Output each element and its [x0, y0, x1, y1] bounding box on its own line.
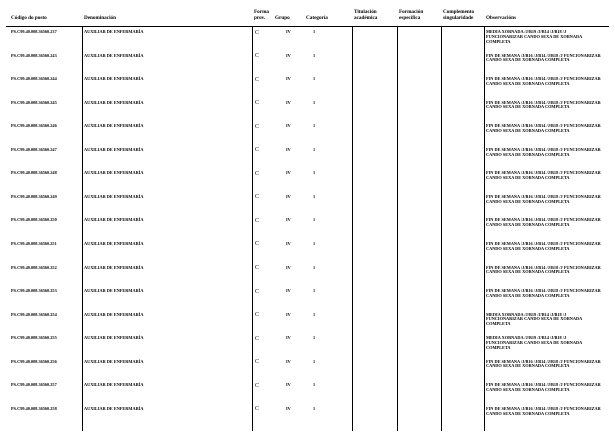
cell-forma-prov: C — [255, 241, 260, 248]
cell-denominacion: AUXILIAR DE ENFERMARÍA — [84, 146, 144, 152]
cell-categoria: 1 — [313, 335, 316, 341]
table-row — [0, 171, 615, 194]
cell-categoria: 1 — [313, 193, 316, 199]
cell-denominacion: AUXILIAR DE ENFERMARÍA — [84, 99, 144, 105]
table-row — [0, 242, 615, 265]
table-row — [0, 218, 615, 241]
cell-observacions: MEDIA XORNADA /J/B19 /J/B14 /J/B18 /J FUNCIONARIZAR CANDO SEXA DE XORNADA COMPLETA — [486, 335, 582, 350]
header-titulacion-2: académica — [354, 15, 378, 21]
header-divider — [6, 26, 609, 27]
cell-codigo: PS.C99.40.008.36560.256 — [11, 358, 57, 364]
cell-denominacion: AUXILIAR DE ENFERMARÍA — [84, 288, 144, 294]
cell-forma-prov: C — [255, 265, 260, 271]
cell-observacions: FIN DE SEMANA /J/B16 /J/B14 /J/B18 /J FUNCIONARIZAR CANDO SEXA DE XORNADA COMPLETA — [486, 240, 601, 251]
cell-forma-prov: C — [255, 100, 260, 107]
cell-observacions: FIN DE SEMANA /J/B16 /J/B14 /J/B18 /J FUNCIONARIZAR CANDO SEXA DE XORNADA COMPLETA — [486, 76, 601, 86]
header-observacions: Observacións — [486, 15, 516, 21]
table-row — [0, 383, 615, 406]
cell-codigo: PS.C99.40.008.36560.258 — [11, 405, 57, 411]
cell-codigo: PS.C99.40.008.36560.251 — [11, 240, 57, 246]
cell-forma-prov: C — [255, 288, 260, 295]
cell-codigo: PS.C99.40.008.36560.243 — [11, 52, 57, 58]
table-row — [0, 54, 615, 77]
cell-grupo: IV — [286, 170, 291, 176]
cell-forma-prov: C — [255, 29, 260, 36]
cell-observacions: FIN DE SEMANA /J/B16 /J/B14 /J/B18 /J FUNCIONARIZAR CANDO SEXA DE XORNADA COMPLETA — [486, 405, 601, 416]
cell-forma-prov: C — [255, 335, 260, 342]
cell-categoria: 1 — [313, 264, 316, 270]
header-forma-2: prov. — [254, 15, 266, 21]
cell-observacions: FIN DE SEMANA /J/B16 /J/B14 /J/B18 /J FUNCIONARIZAR CANDO SEXA DE XORNADA COMPLETA — [486, 52, 601, 63]
cell-grupo: IV — [286, 288, 291, 294]
table-row — [0, 313, 615, 336]
header-forma-1: Forma — [254, 9, 269, 15]
cell-observacions: FIN DE SEMANA /J/B16 /J/B14 /J/B18 /J FUNCIONARIZAR CANDO SEXA DE XORNADA COMPLETA — [486, 288, 601, 298]
cell-forma-prov: C — [255, 53, 260, 60]
cell-categoria: 1 — [313, 76, 316, 82]
cell-categoria: 1 — [313, 288, 316, 294]
cell-denominacion: AUXILIAR DE ENFERMARÍA — [84, 382, 144, 388]
cell-forma-prov: C — [255, 382, 260, 389]
header-codigo: Código do posto — [11, 15, 47, 21]
cell-grupo: IV — [286, 52, 291, 58]
cell-denominacion: AUXILIAR DE ENFERMARÍA — [84, 170, 144, 176]
cell-codigo: PS.C99.40.008.36560.254 — [11, 311, 57, 317]
cell-grupo: IV — [286, 29, 291, 34]
header-formacion-2: específica — [399, 15, 421, 21]
header-categoria: Categoría — [306, 15, 328, 21]
cell-grupo: IV — [286, 99, 291, 105]
cell-grupo: IV — [286, 146, 291, 152]
cell-denominacion: AUXILIAR DE ENFERMARÍA — [84, 405, 144, 411]
cell-codigo: PS.C99.40.008.36560.245 — [11, 99, 57, 105]
cell-denominacion: AUXILIAR DE ENFERMARÍA — [84, 123, 144, 129]
cell-grupo: IV — [286, 217, 291, 223]
cell-categoria: 1 — [313, 405, 316, 411]
cell-observacions: FIN DE SEMANA /J/B16 /J/B14 /J/B18 /J FUNCIONARIZAR CANDO SEXA DE XORNADA COMPLETA — [486, 170, 601, 181]
cell-grupo: IV — [286, 240, 291, 246]
cell-observacions: FIN DE SEMANA /J/B16 /J/B14 /J/B18 /J FUNCIONARIZAR CANDO SEXA DE XORNADA COMPLETA — [486, 146, 601, 157]
cell-forma-prov: C — [255, 123, 260, 130]
cell-codigo: PS.C99.40.008.36560.244 — [11, 76, 57, 82]
cell-codigo: PS.C99.40.008.36560.237 — [11, 29, 57, 34]
table-row — [0, 124, 615, 147]
cell-denominacion: AUXILIAR DE ENFERMARÍA — [84, 335, 144, 341]
cell-grupo: IV — [286, 335, 291, 341]
cell-categoria: 1 — [313, 52, 316, 58]
cell-categoria: 1 — [313, 29, 316, 34]
cell-forma-prov: C — [255, 76, 260, 83]
cell-denominacion: AUXILIAR DE ENFERMARÍA — [84, 358, 144, 364]
cell-observacions: FIN DE SEMANA /J/B16 /J/B14 /J/B18 /J FUNCIONARIZAR CANDO SEXA DE XORNADA COMPLETA — [486, 99, 601, 110]
cell-categoria: 1 — [313, 358, 316, 364]
cell-observacions: FIN DE SEMANA /J/B16 /J/B14 /J/B18 /J FUNCIONARIZAR CANDO SEXA DE XORNADA COMPLETA — [486, 217, 601, 228]
cell-observacions: FIN DE SEMANA /J/B16 /J/B14 /J/B18 /J FUNCIONARIZAR CANDO SEXA DE XORNADA COMPLETA — [486, 264, 601, 275]
cell-grupo: IV — [286, 76, 291, 82]
table-row — [0, 266, 615, 289]
cell-grupo: IV — [286, 193, 291, 199]
cell-codigo: PS.C99.40.008.36560.255 — [11, 335, 57, 341]
cell-codigo: PS.C99.40.008.36560.246 — [11, 123, 57, 129]
cell-categoria: 1 — [313, 311, 316, 317]
cell-grupo: IV — [286, 382, 291, 388]
cell-categoria: 1 — [313, 146, 316, 152]
cell-denominacion: AUXILIAR DE ENFERMARÍA — [84, 29, 144, 34]
cell-observacions: FIN DE SEMANA /J/B16 /J/B14 /J/B18 /J FUNCIONARIZAR CANDO SEXA DE XORNADA COMPLETA — [486, 358, 601, 369]
cell-observacions: FIN DE SEMANA /J/B16 /J/B14 /J/B18 /J FUNCIONARIZAR CANDO SEXA DE XORNADA COMPLETA — [486, 193, 601, 204]
cell-grupo: IV — [286, 123, 291, 129]
header-complemento-2: singularidade — [443, 15, 474, 21]
cell-observacions: MEDIA XORNADA /J/B19 /J/B14 /J/B18 /J FUNCIONARIZAR CANDO SEXA DE XORNADA COMPLETA — [486, 311, 582, 327]
header-complemento-1: Complemento — [443, 9, 475, 15]
cell-forma-prov: C — [255, 312, 260, 319]
table-row — [0, 77, 615, 100]
table-row — [0, 195, 615, 218]
cell-forma-prov: C — [255, 194, 260, 201]
cell-codigo: PS.C99.40.008.36560.248 — [11, 170, 57, 176]
cell-categoria: 1 — [313, 170, 316, 176]
cell-denominacion: AUXILIAR DE ENFERMARÍA — [84, 76, 144, 82]
cell-denominacion: AUXILIAR DE ENFERMARÍA — [84, 311, 144, 317]
cell-categoria: 1 — [313, 382, 316, 388]
cell-denominacion: AUXILIAR DE ENFERMARÍA — [84, 52, 144, 58]
cell-forma-prov: C — [255, 170, 260, 177]
cell-categoria: 1 — [313, 240, 316, 246]
cell-grupo: IV — [286, 405, 291, 411]
cell-categoria: 1 — [313, 99, 316, 105]
table-row — [0, 336, 615, 359]
cell-categoria: 1 — [313, 217, 316, 223]
table-row — [0, 148, 615, 171]
cell-categoria: 1 — [313, 123, 316, 129]
cell-denominacion: AUXILIAR DE ENFERMARÍA — [84, 217, 144, 223]
cell-codigo: PS.C99.40.008.36560.250 — [11, 217, 57, 223]
cell-forma-prov: C — [255, 359, 260, 366]
header-grupo: Grupo — [275, 15, 290, 21]
cell-codigo: PS.C99.40.008.36560.247 — [11, 146, 57, 152]
header-titulacion-1: Titulación — [354, 9, 377, 15]
cell-denominacion: AUXILIAR DE ENFERMARÍA — [84, 240, 144, 246]
cell-observacions: MEDIA XORNADA /J/B19 /J/B14 /J/B18 /J FUNCIONARIZAR CANDO SEXA DE XORNADA COMPLETA — [486, 29, 582, 44]
cell-codigo: PS.C99.40.008.36560.253 — [11, 288, 57, 294]
table-row — [0, 407, 615, 430]
cell-codigo: PS.C99.40.008.36560.257 — [11, 382, 57, 388]
cell-codigo: PS.C99.40.008.36560.249 — [11, 193, 57, 199]
header-denominacion: Denominación — [84, 15, 116, 21]
header-formacion-1: Formación — [399, 9, 424, 15]
table-row — [0, 289, 615, 312]
cell-observacions: FIN DE SEMANA /J/B16 /J/B14 /J/B18 /J FUNCIONARIZAR CANDO SEXA DE XORNADA COMPLETA — [486, 123, 601, 133]
cell-grupo: IV — [286, 358, 291, 364]
cell-grupo: IV — [286, 264, 291, 270]
cell-grupo: IV — [286, 311, 291, 317]
cell-forma-prov: C — [255, 217, 260, 224]
table-row — [0, 360, 615, 383]
cell-observacions: FIN DE SEMANA /J/B16 /J/B14 /J/B18 /J FUNCIONARIZAR CANDO SEXA DE XORNADA COMPLETA — [486, 382, 601, 393]
cell-forma-prov: C — [255, 147, 260, 154]
table-row — [0, 101, 615, 124]
cell-codigo: PS.C99.40.008.36560.252 — [11, 264, 57, 270]
cell-denominacion: AUXILIAR DE ENFERMARÍA — [84, 264, 144, 270]
table-row — [0, 30, 615, 53]
cell-forma-prov: C — [255, 406, 260, 413]
cell-denominacion: AUXILIAR DE ENFERMARÍA — [84, 193, 144, 199]
